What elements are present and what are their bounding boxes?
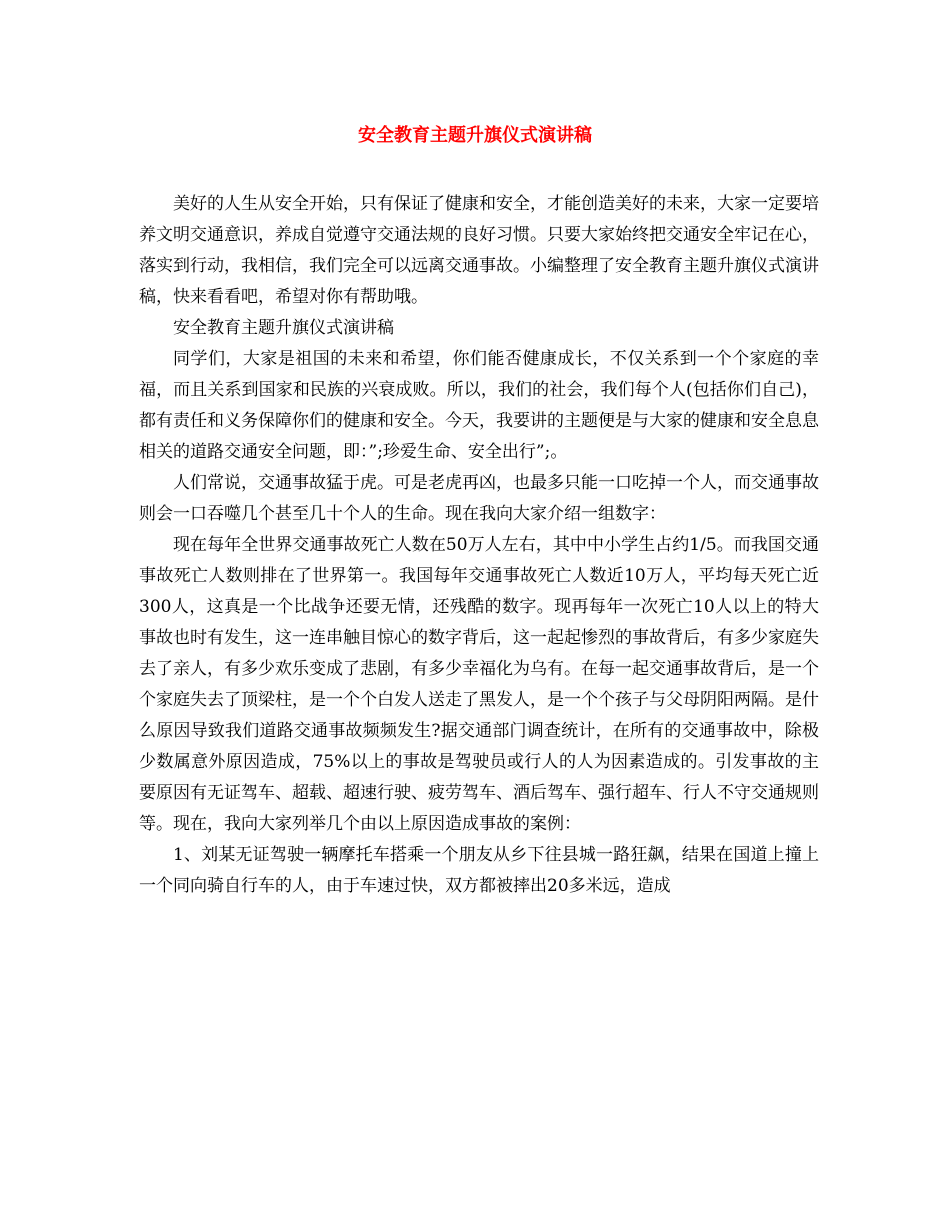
paragraph-tiger: 人们常说，交通事故猛于虎。可是老虎再凶，也最多只能一口吃掉一个人，而交通事故则会一口吞噬几个甚至几十个人的生命。现在我向大家介绍一组数字： xyxy=(139,473,819,524)
paragraph-case-1: 1、刘某无证驾驶一辆摩托车搭乘一个朋友从乡下往县城一路狂飙，结果在国道上撞上一个同向骑自行车的人，由于车速过快，双方都被摔出20多米远，造成 xyxy=(139,845,819,896)
document-title: 安全教育主题升旗仪式演讲稿 xyxy=(358,125,592,146)
document-body xyxy=(139,189,819,902)
paragraph-intro: 美好的人生从安全开始，只有保证了健康和安全，才能创造美好的未来，大家一定要培养文明交通意识，养成自觉遵守交通法规的良好习惯。只要大家始终把交通安全牢记在心，落实到行动，我相信，我们完全可以远离交通事故。小编整理了安全教育主题升旗仪式演讲稿，快来看看吧，希望对你有帮助哦。 xyxy=(139,194,819,307)
paragraph-greeting: 同学们，大家是祖国的未来和希望，你们能否健康成长，不仅关系到一个个家庭的幸福，而且关系到国家和民族的兴衰成败。所以，我们的社会，我们每个人(包括你们自己)，都有责任和义务保障你们的健康和安全。今天，我要讲的主题便是与大家的健康和安全息息相关的道路交通安全问题，即：”;珍爱生命、安全出行”;。 xyxy=(139,349,819,462)
paragraph-statistics: 现在每年全世界交通事故死亡人数在50万人左右，其中中小学生占约1/5。而我国交通事故死亡人数则排在了世界第一。我国每年交通事故死亡人数近10万人，平均每天死亡近300人，这真是一个比战争还要无情，还残酷的数字。现再每年一次死亡10人以上的特大事故也时有发生，这一连串触目惊心的数字背后，这一起起惨烈的事故背后，有多少家庭失去了亲人，有多少欢乐变成了悲剧，有多少幸福化为乌有。在每一起交通事故背后，是一个个家庭失去了顶梁柱，是一个个白发人送走了黑发人，是一个个孩子与父母阴阳两隔。是什么原因导致我们道路交通事故频频发生?据交通部门调查统计，在所有的交通事故中，除极少数属意外原因造成，75%以上的事故是驾驶员或行人的人为因素造成的。引发事故的主要原因有无证驾车、超载、超速行驶、疲劳驾车、酒后驾车、强行超车、行人不守交通规则等。现在，我向大家列举几个由以上原因造成事故的案例： xyxy=(139,535,819,834)
paragraph-subtitle: 安全教育主题升旗仪式演讲稿 xyxy=(173,318,394,338)
